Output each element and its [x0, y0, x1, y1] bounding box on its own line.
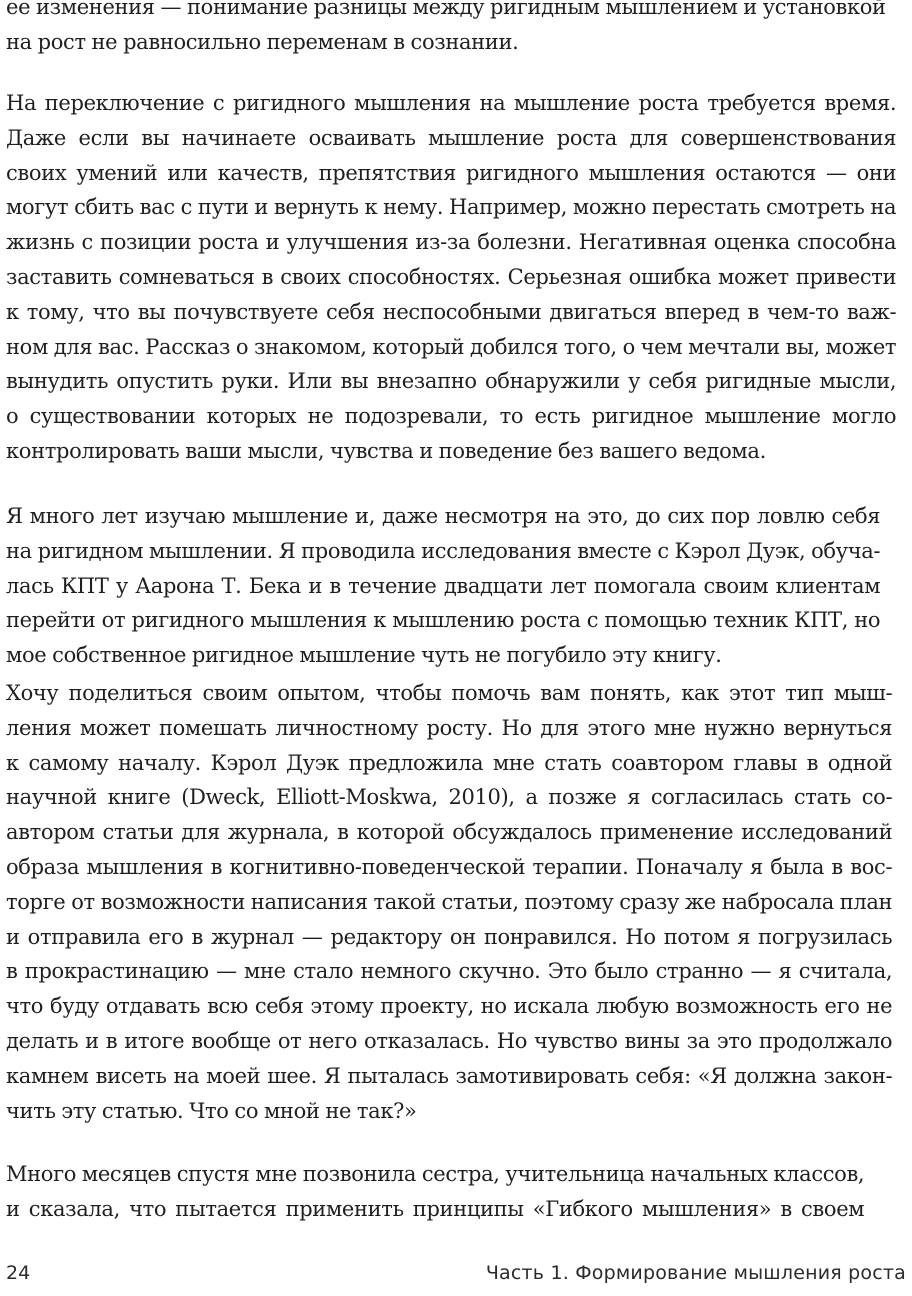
text-line: Я много лет изучаю мышление и, даже несмотря на это, до сих пор ловлю себя — [6, 504, 881, 528]
paragraph-author-experience — [6, 499, 880, 673]
text-line: научной книге (Dweck, Elliott-Moskwa, 2010), а позже я согласилась стать со- — [6, 785, 893, 810]
page-footer — [6, 1262, 906, 1288]
text-line: на ригидном мышлении. Я проводила исследования вместе с Кэрол Дуэк, обуча- — [6, 538, 881, 563]
text-line: своих умений или качеств, препятствия ригидного мышления остаются — они — [6, 160, 897, 185]
text-line: к самому началу. Кэрол Дуэк предложила мне стать соавтором главы в одной — [6, 750, 893, 775]
text-line: могут сбить вас с пути и вернуть к нему. Например, можно перестать смотреть на — [6, 195, 897, 220]
text-line: ее изменения — понимание разницы между ригидным мышлением и установкой — [6, 0, 886, 19]
text-line: и отправила его в журнал — редактору он понравился. Но потом я погрузилась — [6, 924, 893, 949]
text-line: чить эту статью. Что со мной не так?» — [6, 1098, 417, 1123]
text-line: вынудить опустить руки. Или вы внезапно обнаружили у себя ригидные мысли, — [6, 369, 897, 394]
text-line: контролировать ваши мысли, чувства и поведение без вашего ведома. — [6, 438, 766, 463]
text-line: Много месяцев спустя мне позвонила сестра, учительница начальных классов, — [6, 1162, 865, 1186]
text-line: камнем висеть на моей шее. Я пыталась замотивировать себя: «Я должна закон- — [6, 1063, 893, 1088]
text-line: в прокрастинацию — мне стало немного скучно. Это было странно — я считала, — [6, 959, 893, 984]
text-line: Даже если вы начинаете осваивать мышление роста для совершенствования — [6, 125, 897, 150]
running-title: Часть 1. Формирование мышления роста — [485, 1262, 906, 1284]
text-line: На переключение с ригидного мышления на мышление роста требуется время. — [6, 91, 897, 115]
text-line: на рост не равносильно переменам в сознании. — [6, 29, 519, 54]
text-line: и сказала, что пытается применить принципы «Гибкого мышления» в своем — [6, 1196, 865, 1221]
text-line: делать и в итоге вообще от него отказалась. Но чувство вины за это продолжало — [6, 1028, 893, 1053]
text-line: Хочу поделиться своим опытом, чтобы помочь вам понять, как этот тип мыш- — [6, 681, 893, 705]
text-line: торге от возможности написания такой статьи, поэтому сразу же набросала план — [6, 889, 893, 914]
text-line: лась КПТ у Аарона Т. Бека и в течение двадцати лет помогала своим клиентам — [6, 573, 881, 598]
text-line: ления может помешать личностному росту. Но для этого мне нужно вернуться — [6, 715, 893, 740]
text-line: автором статьи для журнала, в которой обсуждалось применение исследований — [6, 820, 893, 845]
paragraph-switching-mindset — [6, 86, 896, 469]
text-line: ном для вас. Рассказ о знакомом, который добился того, о чем мечтали вы, может — [6, 334, 897, 359]
text-line: заставить сомневаться в своих способностях. Серьезная ошибка может привести — [6, 264, 897, 289]
page-number: 24 — [6, 1262, 31, 1284]
paragraph-personal-story — [6, 676, 892, 1128]
text-line: перейти от ригидного мышления к мышлению роста с помощью техник КПТ, но — [6, 608, 881, 633]
text-line: что буду отдавать всю себя этому проекту, но искала любую возможность его не — [6, 994, 893, 1019]
text-line: мое собственное ригидное мышление чуть не погубило эту книгу. — [6, 643, 722, 668]
paragraph-continuation — [6, 0, 886, 60]
text-line: образа мышления в когнитивно-поведенческой терапии. Поначалу я была в вос- — [6, 854, 893, 879]
text-line: к тому, что вы почувствуете себя неспособными двигаться вперед в чем-то важ- — [6, 299, 897, 324]
text-line: жизнь с позиции роста и улучшения из-за болезни. Негативная оценка способна — [6, 230, 897, 255]
text-line: о существовании которых не подозревали, то есть ригидное мышление могло — [6, 404, 897, 429]
paragraph-sister-call — [6, 1157, 864, 1227]
